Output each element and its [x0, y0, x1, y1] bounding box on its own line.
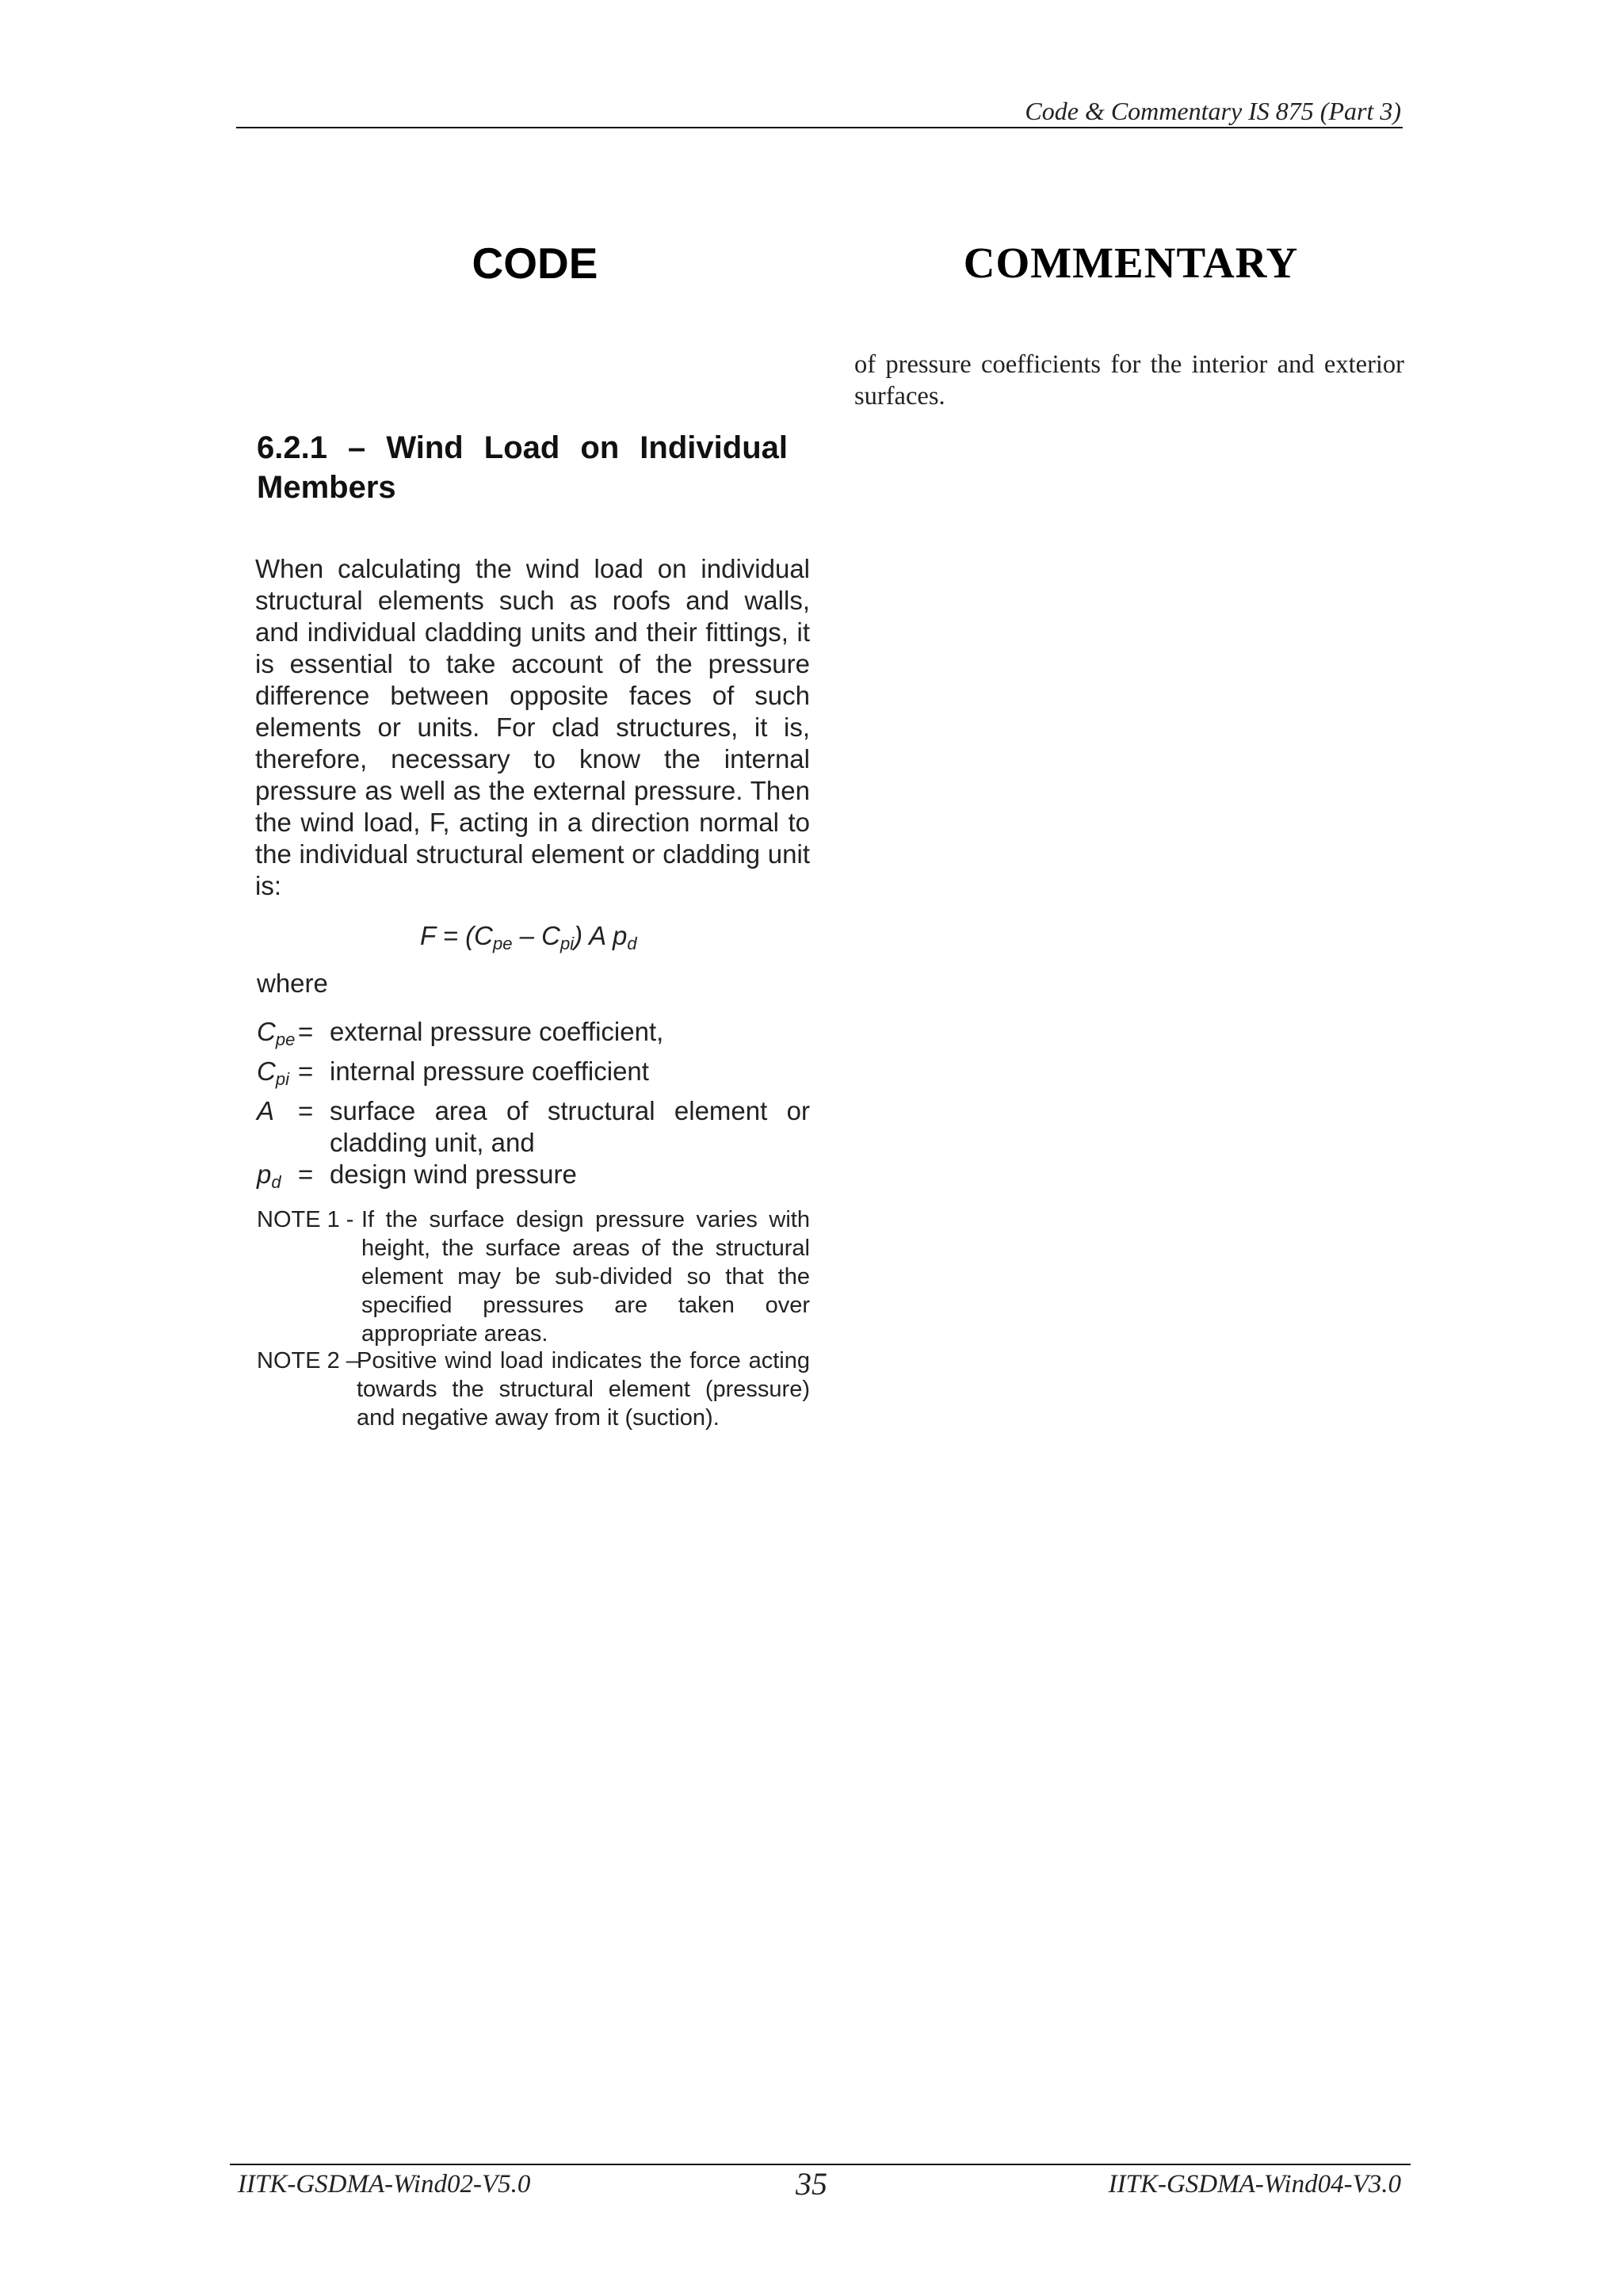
footer-left-doc-id: IITK-GSDMA-Wind02-V5.0	[238, 2170, 531, 2199]
formula-part: ) A p	[574, 921, 628, 950]
definition-row	[257, 1056, 810, 1095]
definition-symbol: $C_{pi}$	[257, 1056, 289, 1089]
definition-text: internal pressure coefficient	[330, 1056, 649, 1086]
formula-subscript: pi	[560, 934, 575, 953]
definition-symbol: $p_d$	[257, 1159, 281, 1192]
definition-equals: =	[298, 1159, 314, 1189]
definition-text: external pressure coefficient,	[330, 1017, 664, 1046]
definition-symbol: $C_{pe}$	[257, 1017, 296, 1049]
note-1	[257, 1205, 810, 1348]
formula-subscript: pe	[493, 934, 513, 953]
note-label: NOTE 1 -	[257, 1207, 354, 1232]
definition-equals: =	[298, 1096, 314, 1125]
wind-load-formula	[420, 921, 637, 954]
definition-row	[257, 1159, 810, 1198]
formula-subscript: d	[627, 934, 637, 953]
running-header: Code & Commentary IS 875 (Part 3)	[1025, 97, 1401, 125]
definition-equals: =	[298, 1017, 314, 1046]
header-rule	[236, 127, 1403, 128]
definition-equals: =	[298, 1056, 314, 1086]
where-label: where	[257, 968, 328, 998]
definition-text: surface area of structural element or cladding unit, and	[330, 1096, 810, 1157]
definition-row	[257, 1095, 810, 1159]
formula-part: – C	[512, 921, 561, 950]
page-number: 35	[796, 2166, 827, 2202]
definition-text: design wind pressure	[330, 1159, 577, 1189]
section-title: 6.2.1 – Wind Load on Individual Members	[257, 430, 788, 505]
code-column-heading: CODE	[472, 239, 598, 288]
commentary-column-heading: COMMENTARY	[963, 239, 1299, 287]
footer-right-doc-id: IITK-GSDMA-Wind04-V3.0	[1108, 2170, 1401, 2199]
note-2	[257, 1347, 810, 1432]
note-text: If the surface design pressure varies with height, the surface areas of the structural element may be sub-divided so that the specified pressures are taken over appropriate areas.	[361, 1207, 810, 1347]
definitions-list	[257, 1016, 810, 1198]
note-text: Positive wind load indicates the force acting towards the structural element (pressure) and negative away from it (suction).	[357, 1348, 810, 1431]
definition-row	[257, 1016, 810, 1056]
commentary-paragraph: of pressure coefficients for the interior and exterior surfaces.	[854, 350, 1404, 411]
definition-symbol: A	[257, 1096, 275, 1125]
note-label: NOTE 2 –	[257, 1348, 359, 1373]
formula-part: F = (C	[420, 921, 493, 950]
code-paragraph: When calculating the wind load on individual structural elements such as roofs and walls, and individual cladding units and their fittings, it is essential to take account of the pressure difference between opposite faces of such elements or units. For clad structures, it is, therefore, necessary to know the internal pressure as well as the external pressure. Then the wind load, F, acting in a direction normal to the individual structural element or cladding unit is:	[255, 554, 810, 900]
